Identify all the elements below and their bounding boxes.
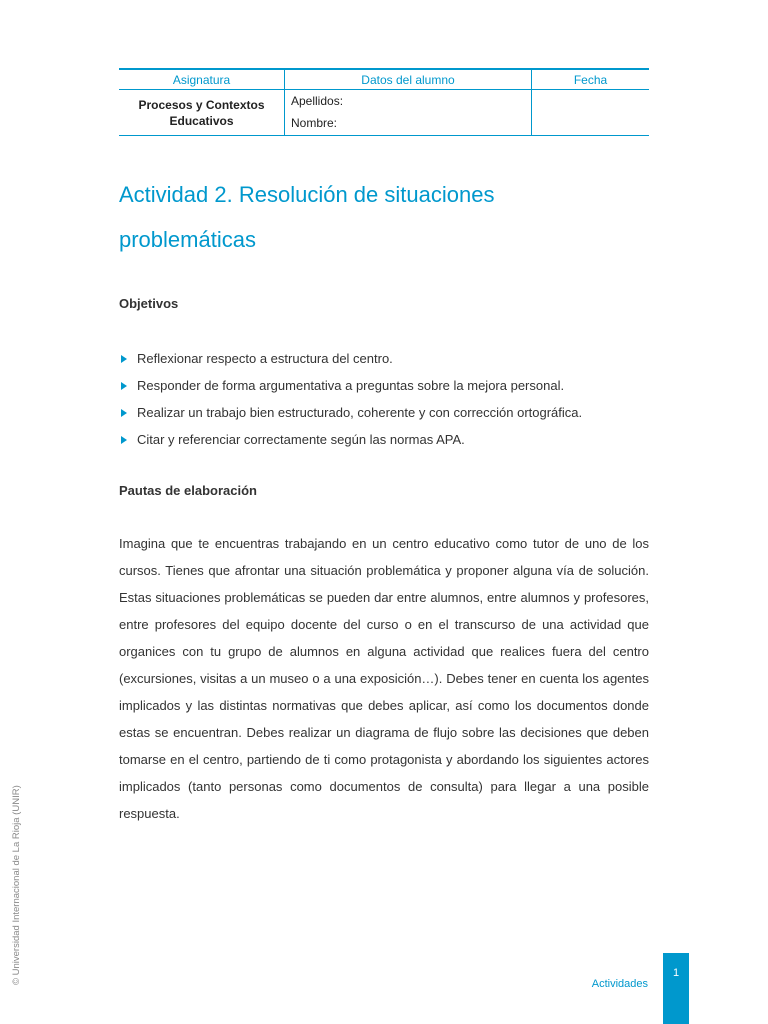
objectives-list xyxy=(119,345,649,453)
copyright-notice: © Universidad Internacional de La Rioja (UNIR) xyxy=(11,785,22,985)
subject-line1: Procesos y Contextos xyxy=(138,98,265,112)
guidelines-heading: Pautas de elaboración xyxy=(119,483,257,498)
header-asignatura: Asignatura xyxy=(119,69,285,90)
footer-section-label: Actividades xyxy=(591,978,648,990)
triangle-bullet-icon xyxy=(121,409,127,417)
student-data-cell xyxy=(285,90,532,136)
header-datos-alumno: Datos del alumno xyxy=(285,69,532,90)
subject-name xyxy=(119,90,284,135)
title-line1: Actividad 2. Resolución de situaciones xyxy=(119,182,495,207)
triangle-bullet-icon xyxy=(121,382,127,390)
header-fecha: Fecha xyxy=(532,69,650,90)
objective-text: Reflexionar respecto a estructura del centro. xyxy=(137,351,393,366)
list-item xyxy=(119,426,649,453)
list-item xyxy=(119,345,649,372)
title-line2: problemáticas xyxy=(119,227,256,252)
page-number: 1 xyxy=(672,967,680,979)
triangle-bullet-icon xyxy=(121,355,127,363)
nombre-field[interactable]: Nombre: xyxy=(291,116,338,130)
subject-line2: Educativos xyxy=(169,114,234,128)
page-title xyxy=(119,172,649,262)
objective-text: Citar y referenciar correctamente según las normas APA. xyxy=(137,432,465,447)
list-item xyxy=(119,372,649,399)
date-cell[interactable] xyxy=(532,90,650,136)
objective-text: Responder de forma argumentativa a preguntas sobre la mejora personal. xyxy=(137,378,565,393)
objective-text: Realizar un trabajo bien estructurado, coherente y con corrección ortográfica. xyxy=(137,405,583,420)
objectives-heading: Objetivos xyxy=(119,296,179,311)
subject-cell xyxy=(119,90,285,136)
guidelines-body: Imagina que te encuentras trabajando en un centro educativo como tutor de uno de los cursos. Tienes que afrontar una situación problemática y proponer alguna vía de solución. Estas situaciones problemáticas se pueden dar entre alumnos, entre alumnos y profesores, entre profesores del equipo docente del curso o en el transcurso de una actividad que organices con tu grupo de alumnos en alguna actividad que realices fuera del centro (excursiones, visitas a un museo o a una exposición…). Debes tener en cuenta los agentes implicados y las distintas normativas que debes aplicar, así como los documentos donde estas se encuentran. Debes realizar un diagrama de flujo sobre las decisiones que deben tomarse en el centro, partiendo de ti como protagonista y abordando los siguientes actores implicados (tanto personas como documentos de consulta) para llegar a una posible respuesta. xyxy=(119,536,649,821)
page-number-tab xyxy=(663,953,689,1024)
header-table xyxy=(119,68,649,136)
list-item xyxy=(119,399,649,426)
triangle-bullet-icon xyxy=(121,436,127,444)
apellidos-field[interactable]: Apellidos: xyxy=(291,94,344,108)
